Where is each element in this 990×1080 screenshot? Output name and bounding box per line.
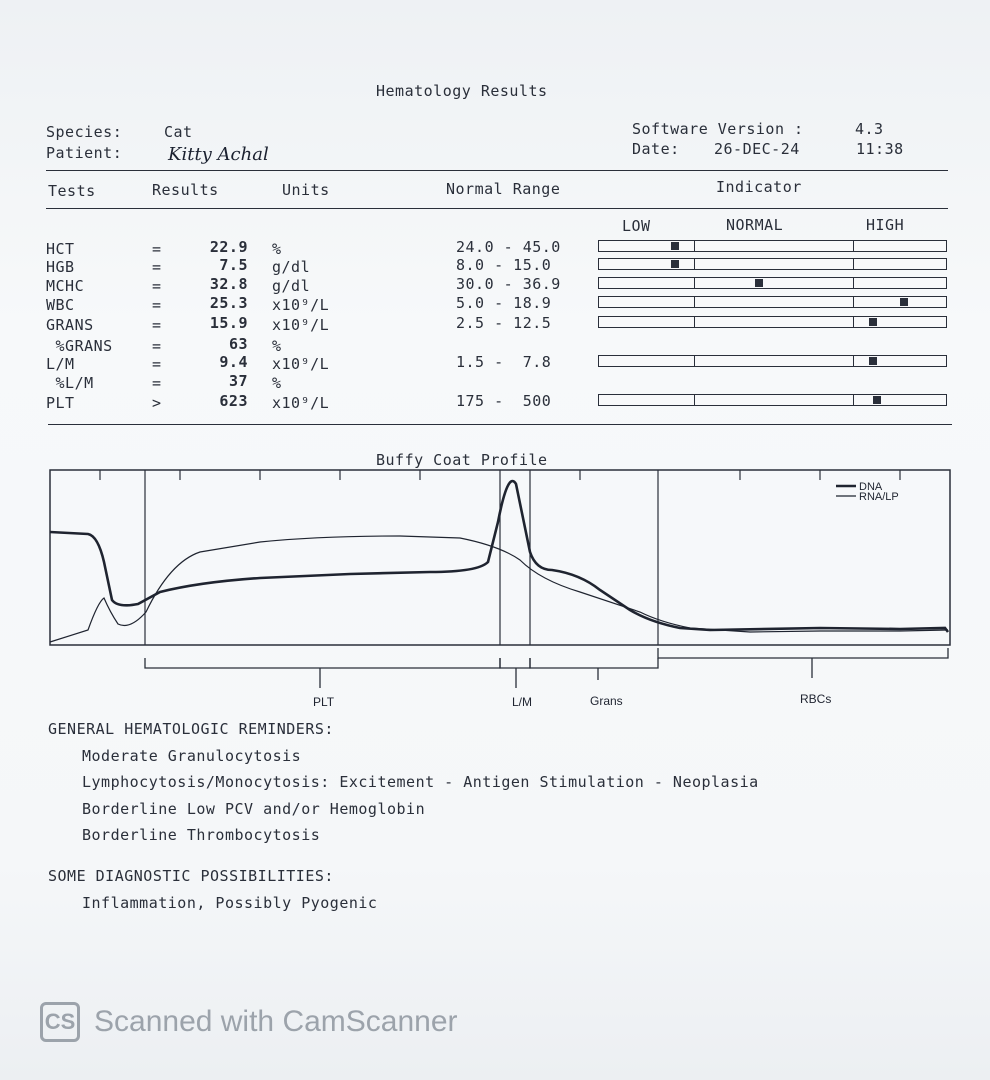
patient-label: Patient: — [46, 144, 123, 162]
col-normal-range: Normal Range — [446, 180, 561, 198]
indicator-divider — [694, 355, 695, 367]
row-normal-range: 24.0 - 45.0 — [456, 238, 561, 256]
row-unit: % — [272, 337, 282, 355]
row-operator: = — [152, 355, 162, 373]
row-test-name: %L/M — [46, 374, 94, 392]
time-value: 11:38 — [856, 140, 904, 158]
indicator-marker — [869, 318, 877, 326]
row-indicator-bar — [598, 240, 947, 252]
row-normal-range: 2.5 - 12.5 — [456, 314, 552, 332]
row-result: 15.9 — [209, 314, 248, 332]
row-unit: g/dl — [272, 258, 311, 276]
row-operator: = — [152, 240, 162, 258]
reminder-2: Lymphocytosis/Monocytosis: Excitement - Antigen Stimulation - Neoplasia — [82, 773, 759, 791]
row-unit: g/dl — [272, 277, 311, 295]
row-result: 22.9 — [209, 238, 248, 256]
row-result: 25.3 — [209, 294, 248, 312]
row-result: 32.8 — [209, 275, 248, 293]
legend-rna-label: RNA/LP — [859, 491, 899, 503]
reminder-1: Moderate Granulocytosis — [82, 747, 302, 765]
row-operator: = — [152, 337, 162, 355]
row-normal-range: 8.0 - 15.0 — [456, 256, 552, 274]
row-indicator-bar — [598, 277, 947, 289]
region-grans-label: Grans — [590, 694, 623, 708]
row-test-name: WBC — [46, 296, 75, 314]
row-result: 37 — [228, 372, 248, 390]
reminder-3: Borderline Low PCV and/or Hemoglobin — [82, 800, 426, 818]
row-indicator-bar — [598, 296, 947, 308]
row-operator: > — [152, 394, 162, 412]
indicator-marker — [869, 357, 877, 365]
row-operator: = — [152, 316, 162, 334]
region-rbcs-label: RBCs — [800, 692, 832, 706]
region-plt-label: PLT — [313, 695, 335, 709]
species-value: Cat — [164, 123, 193, 141]
indicator-divider — [853, 296, 854, 308]
indicator-divider — [853, 355, 854, 367]
row-result: 9.4 — [219, 353, 248, 371]
indicator-low: LOW — [622, 217, 651, 235]
row-normal-range: 1.5 - 7.8 — [456, 353, 552, 371]
indicator-divider — [694, 277, 695, 289]
species-label: Species: — [46, 123, 123, 141]
region-lm-label: L/M — [512, 695, 533, 709]
row-test-name: HCT — [46, 240, 75, 258]
indicator-divider — [694, 240, 695, 252]
indicator-divider — [694, 316, 695, 328]
indicator-marker — [900, 298, 908, 306]
row-unit: % — [272, 240, 282, 258]
row-unit: x10⁹/L — [272, 394, 330, 412]
row-test-name: HGB — [46, 258, 75, 276]
indicator-high: HIGH — [866, 216, 905, 234]
col-units: Units — [282, 181, 330, 199]
camscanner-logo-icon: CS — [40, 1002, 80, 1042]
row-result: 623 — [219, 392, 248, 410]
date-label: Date: — [632, 140, 680, 158]
indicator-divider — [694, 296, 695, 308]
row-result: 63 — [228, 335, 248, 353]
row-indicator-bar — [598, 355, 947, 367]
col-results: Results — [152, 181, 219, 199]
camscanner-text: Scanned with CamScanner — [94, 1005, 458, 1038]
indicator-divider — [694, 394, 695, 406]
chart-title: Buffy Coat Profile — [376, 451, 548, 469]
row-indicator-bar — [598, 394, 947, 406]
indicator-divider — [853, 394, 854, 406]
patient-signature: Kitty Achal — [168, 144, 269, 165]
indicator-marker — [873, 396, 881, 404]
row-test-name: L/M — [46, 355, 75, 373]
series-dna-line — [50, 481, 948, 632]
row-normal-range: 5.0 - 18.9 — [456, 294, 552, 312]
software-value: 4.3 — [855, 120, 884, 138]
indicator-divider — [853, 240, 854, 252]
indicator-divider — [853, 258, 854, 270]
col-tests: Tests — [48, 182, 96, 200]
row-result: 7.5 — [219, 256, 248, 274]
row-test-name: MCHC — [46, 277, 85, 295]
row-operator: = — [152, 277, 162, 295]
row-test-name: GRANS — [46, 316, 94, 334]
row-unit: x10⁹/L — [272, 296, 330, 314]
indicator-divider — [694, 258, 695, 270]
row-operator: = — [152, 296, 162, 314]
indicator-marker — [671, 260, 679, 268]
indicator-divider — [853, 277, 854, 289]
diagnostic-1: Inflammation, Possibly Pyogenic — [82, 894, 378, 912]
buffy-coat-chart — [0, 462, 990, 722]
date-value: 26-DEC-24 — [714, 140, 800, 158]
row-operator: = — [152, 258, 162, 276]
row-test-name: %GRANS — [46, 337, 113, 355]
reminder-4: Borderline Thrombocytosis — [82, 826, 321, 844]
row-indicator-bar — [598, 258, 947, 270]
legend-dna-label: DNA — [859, 481, 883, 493]
diagnostic-title: SOME DIAGNOSTIC POSSIBILITIES: — [48, 867, 334, 885]
indicator-divider — [853, 316, 854, 328]
series-rna-line — [50, 536, 948, 642]
row-normal-range: 30.0 - 36.9 — [456, 275, 561, 293]
row-normal-range: 175 - 500 — [456, 392, 552, 410]
reminders-title: GENERAL HEMATOLOGIC REMINDERS: — [48, 720, 334, 738]
results-rule — [48, 424, 952, 425]
row-operator: = — [152, 374, 162, 392]
indicator-marker — [755, 279, 763, 287]
row-unit: x10⁹/L — [272, 355, 330, 373]
camscanner-watermark — [40, 1002, 458, 1042]
row-test-name: PLT — [46, 394, 75, 412]
header-rule-bottom — [46, 208, 948, 209]
indicator-marker — [671, 242, 679, 250]
software-label: Software Version : — [632, 120, 804, 138]
region-brackets — [145, 648, 948, 688]
col-indicator: Indicator — [716, 178, 802, 196]
row-indicator-bar — [598, 316, 947, 328]
row-unit: x10⁹/L — [272, 316, 330, 334]
report-title: Hematology Results — [376, 82, 548, 100]
row-unit: % — [272, 374, 282, 392]
indicator-normal: NORMAL — [726, 216, 784, 234]
header-rule-top — [46, 170, 948, 171]
